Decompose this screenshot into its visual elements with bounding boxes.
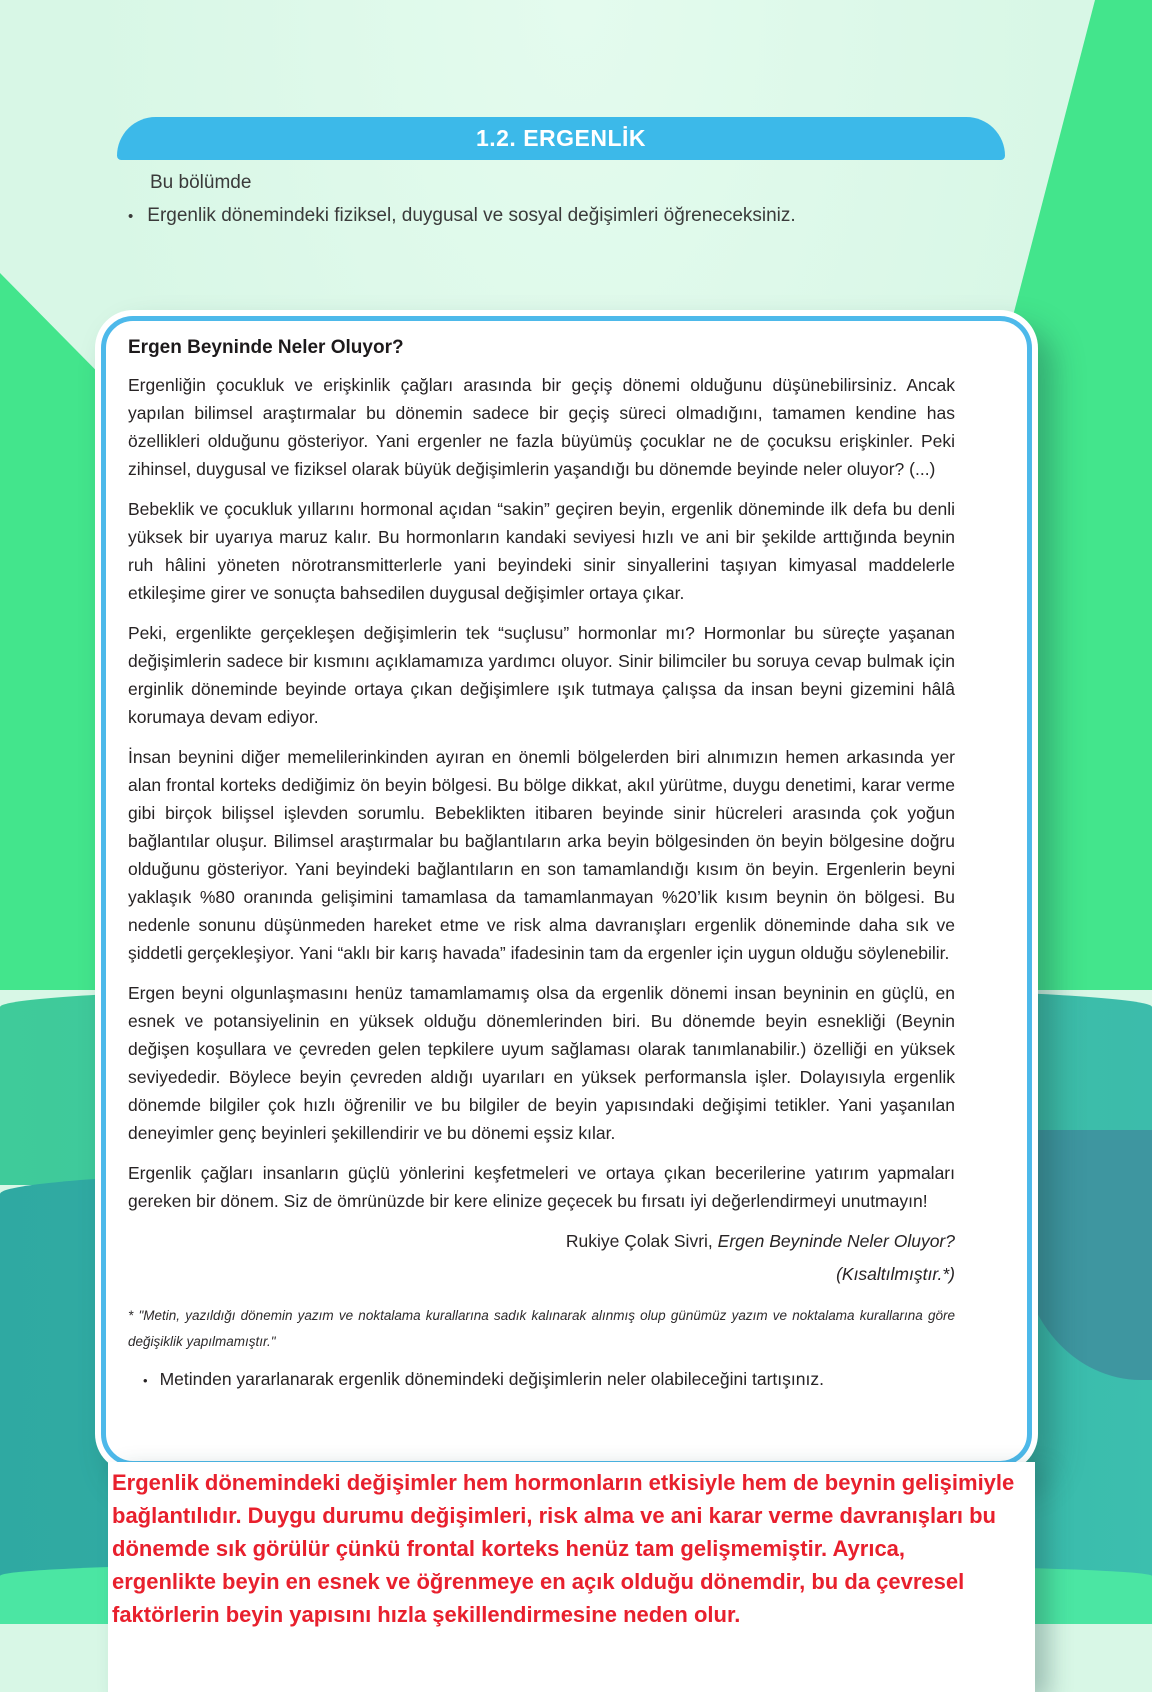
section-banner	[117, 117, 1005, 160]
bullet-dot-icon: •	[143, 1373, 148, 1388]
attribution-work-title: Ergen Beyninde Neler Oluyor?	[717, 1231, 955, 1251]
reading-paragraph: Bebeklik ve çocukluk yıllarını hormonal açıdan “sakin” geçiren beyin, ergenlik döneminde ilk defa bu denli yüksek bir uyarıya maruz kalır. Bu hormonların kandaki seviyesi hızlı ve ani bir şekilde arttığında beynin ruh hâlini yöneten nörotransmitterlerle yani beyindeki sinir sinyallerini taşıyan kimyasal maddelerle etkileşime girer ve sonuçta bahsedilen duygusal değişimler ortaya çıkar.	[128, 499, 955, 603]
intro-lead: Bu bölümde	[150, 172, 252, 193]
reading-paragraph: Ergen beyni olgunlaşmasını henüz tamamlamamış olsa da ergenlik dönemi insan beyninin en güçlü, en esnek ve potansiyelinin en yüksek olduğu dönemlerinden biri. Bu dönemde beyin esnekliği (Beynin değişen koşullara ve çevreden gelen tepkilere uyum sağlaması olarak tanımlanabilir.) özelliği en yüksek seviyededir. Böylece beyin çevreden aldığı uyarıları en yüksek performansla işler. Dolayısıyla ergenlik dönemde bilgiler çok hızlı öğrenilir ve bu bilgiler de beyin yapısındaki değişimi tetikler. Yani yaşanılan deneyimler genç beyinleri şekillendirir ve bu dönemi eşsiz kılar.	[128, 983, 955, 1143]
attribution-note: (Kısaltılmıştır.*)	[836, 1264, 955, 1284]
answer-text: Ergenlik dönemindeki değişimler hem hormonların etkisiyle hem de beynin gelişimiyle bağlantılıdır. Duygu durumu değişimleri, risk alma ve ani karar verme davranışları bu dönemde sık görülür çünkü frontal korteks henüz tam gelişmemiştir. Ayrıca, ergenlikte beyin en esnek ve öğrenmeye en açık olduğu dönemdir, bu da çevresel faktörlerin beyin yapısını hızla şekillendirmesine neden olur.	[112, 1470, 1015, 1627]
intro-bullet-text: Ergenlik dönemindeki fiziksel, duygusal ve sosyal değişimleri öğreneceksiniz.	[147, 205, 796, 226]
answer-overlay	[108, 1462, 1035, 1692]
reading-paragraph: İnsan beynini diğer memelilerinkinden ayıran en önemli bölgelerden biri alnımızın hemen arkasında yer alan frontal korteks dediğimiz ön beyin bölgesi. Bu bölge dikkat, akıl yürütme, duygu denetimi, karar verme gibi birçok bilişsel işlevden sorumlu. Bebeklikten itibaren beyinde sinir hücreleri arasında çok yoğun bağlantılar oluşur. Bilimsel araştırmalar bu bağlantıların arka beyin bölgesinden ön beyin bölgesine doğru olduğunu gösteriyor. Yani beyindeki bağlantıların en son tamamlandığı kısım ön beyin. Ergenlerin beyni yaklaşık %80 oranında gelişimini tamamlasa da tamamlanmayan %20’lik kısım beynin ön bölgesi. Bu nedenle sonunu düşünmeden hareket etme ve risk alma davranışları ergenlik döneminde daha sık ve şiddetli gerçekleşiyor. Yani “aklı bir karış havada” ifadesinin tam da ergenler için uygun olduğu söylenebilir.	[128, 747, 955, 963]
reading-title: Ergen Beyninde Neler Oluyor?	[128, 337, 404, 358]
reading-paragraph: Peki, ergenlikte gerçekleşen değişimlerin tek “suçlusu” hormonlar mı? Hormonlar bu süreçte yaşanan değişimlerin sadece bir kısmını açıklamamıza yardımcı oluyor. Sinir bilimciler bu soruya cevap bulmak için erginlik döneminde beyinde ortaya çıkan değişimlere ışık tutmaya çalışsa da insan beyni gizemini hâlâ korumaya devam ediyor.	[128, 623, 955, 727]
reading-card-inner	[101, 316, 1032, 1466]
section-title: 1.2. ERGENLİK	[475, 125, 647, 151]
intro-bullet-item	[128, 205, 1008, 229]
discussion-bullet-item	[143, 1369, 955, 1393]
discussion-bullet-text: Metinden yararlanarak ergenlik dönemindeki değişimlerin neler olabileceğini tartışınız.	[159, 1369, 824, 1389]
reading-card	[95, 310, 1038, 1472]
reading-paragraph: Ergenlik çağları insanların güçlü yönlerini keşfetmeleri ve ortaya çıkan becerilerine yatırım yapmaları gereken bir dönem. Siz de ömrünüzde bir kere elinize geçecek bu fırsatı iyi değerlendirmeyi unutmayın!	[128, 1163, 955, 1211]
bullet-dot-icon: •	[128, 208, 134, 225]
reading-paragraph: Ergenliğin çocukluk ve erişkinlik çağları arasında bir geçiş dönemi olduğunu düşünebilirsiniz. Ancak yapılan bilimsel araştırmalar bu dönemin sadece bir geçiş süreci olmadığını, tamamen kendine has özellikleri olduğunu gösteriyor. Yani ergenler ne fazla büyümüş çocuklar ne de çocuksu erişkinler. Peki zihinsel, duygusal ve fiziksel olarak büyük değişimlerin yaşandığı bu dönemde beyinde neler oluyor? (...)	[128, 375, 955, 479]
attribution-line	[128, 1231, 955, 1252]
attribution-author: Rukiye Çolak Sivri,	[565, 1231, 718, 1251]
footnote: * "Metin, yazıldığı dönemin yazım ve noktalama kurallarına sadık kalınarak alınmış olup günümüz yazım ve noktalama kurallarına göre değişiklik yapılmamıştır."	[128, 1308, 955, 1349]
